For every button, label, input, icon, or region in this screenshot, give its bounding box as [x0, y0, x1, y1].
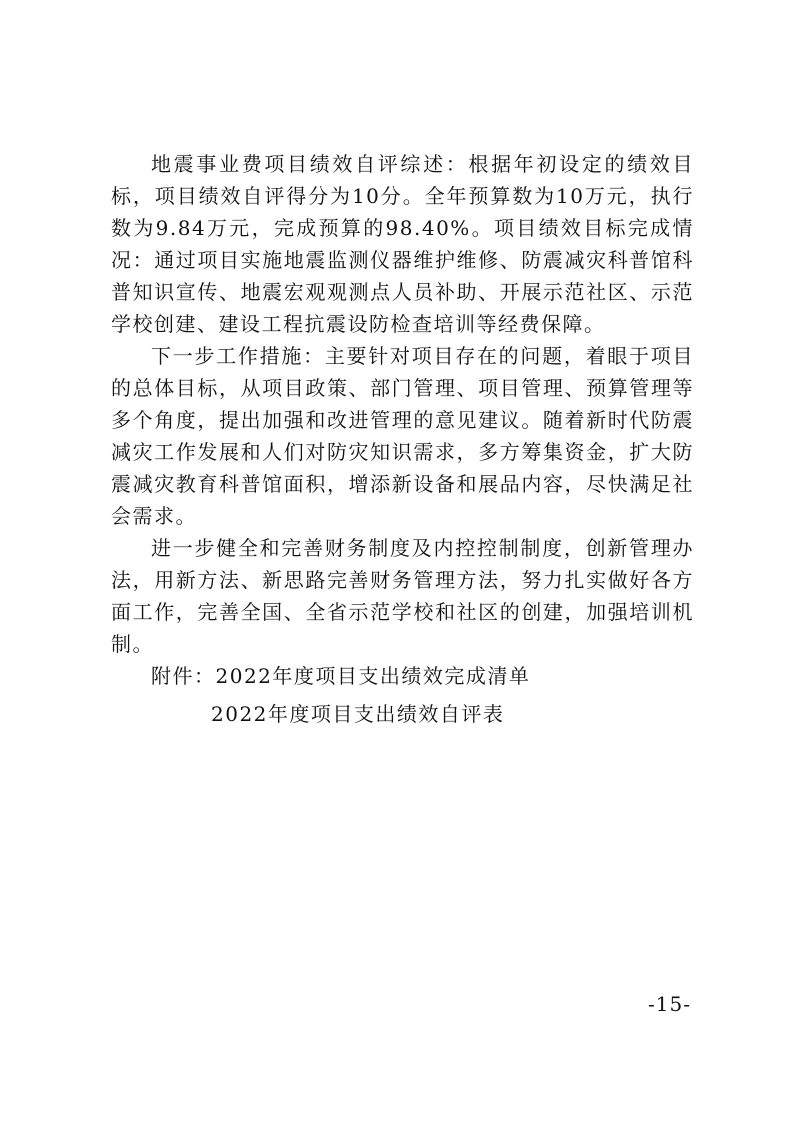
attachment-line-1 — [111, 660, 694, 692]
attachment-item-2: 2022年度项目支出绩效自评表 — [211, 702, 505, 726]
paragraph-finance-system: 进一步健全和完善财务制度及内控控制制度，创新管理办法，用新方法、新思路完善财务管理方法，努力扎实做好各方面工作，完善全国、全省示范学校和社区的创建，加强培训机制。 — [111, 536, 694, 656]
page-number: -15- — [648, 992, 691, 1016]
attachment-label: 附件： — [151, 664, 216, 688]
paragraph-next-steps: 下一步工作措施：主要针对项目存在的问题，着眼于项目的总体目标，从项目政策、部门管理、项目管理、预算管理等多个角度，提出加强和改进管理的意见建议。随着新时代防震减灾工作发展和人们对防灾知识需求，多方筹集资金，扩大防震减灾教育科普馆面积，增添新设备和展品内容，尽快满足社会需求。 — [111, 344, 694, 528]
paragraph-summary: 地震事业费项目绩效自评综述：根据年初设定的绩效目标，项目绩效自评得分为10分。全年预算数为10万元，执行数为9.84万元，完成预算的98.40%。项目绩效目标完成情况：通过项目实施地震监测仪器维护维修、防震减灾科普馆科普知识宣传、地震宏观观测点人员补助、开展示范社区、示范学校创建、建设工程抗震设防检查培训等经费保障。 — [111, 152, 694, 336]
document-body — [111, 148, 694, 730]
attachment-item-1: 2022年度项目支出绩效完成清单 — [215, 664, 531, 688]
